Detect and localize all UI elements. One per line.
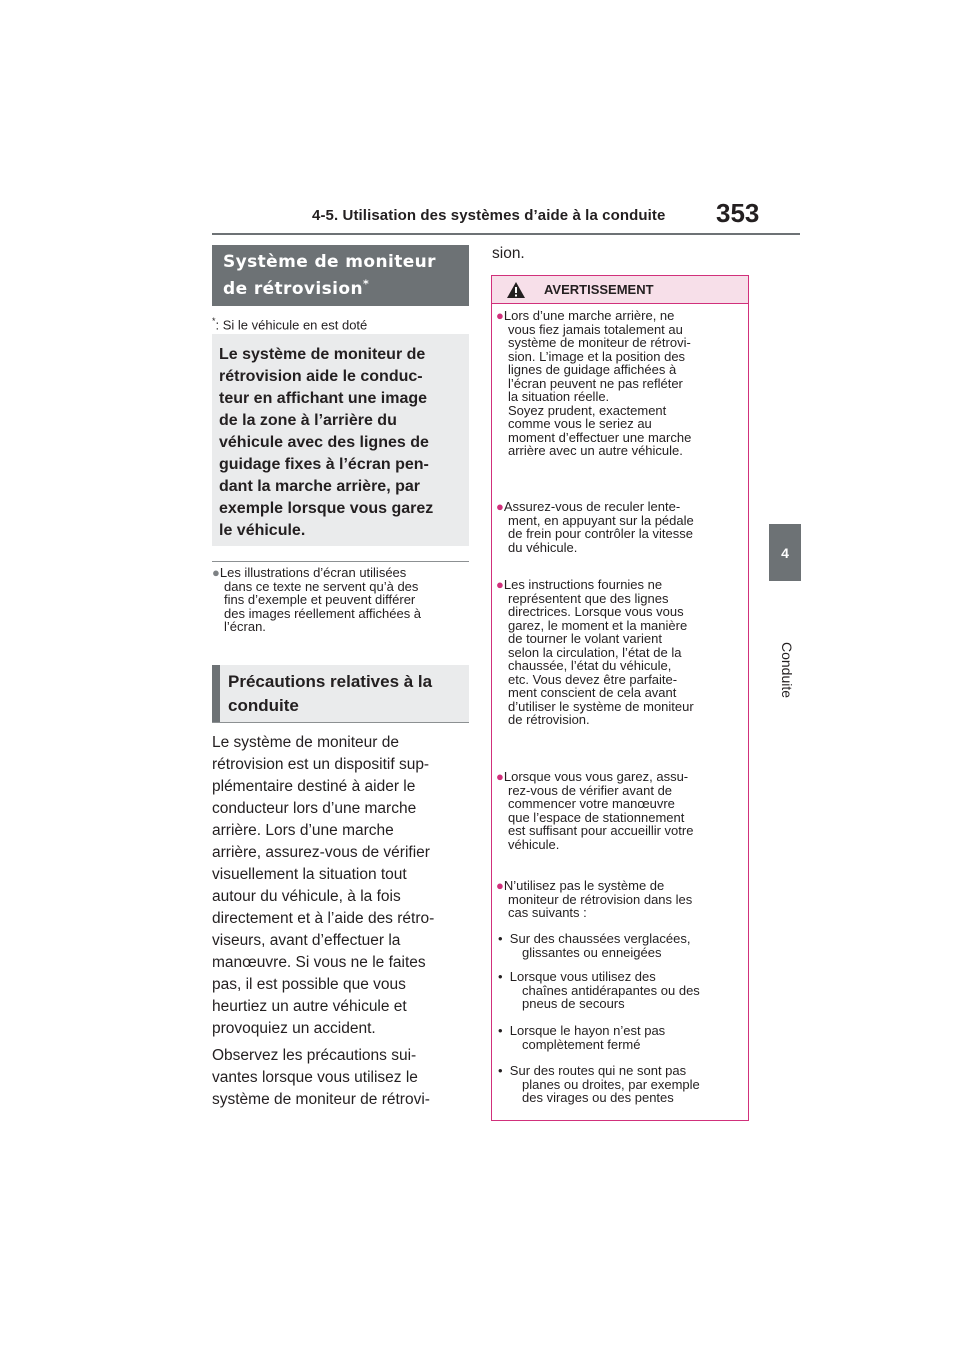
body-line: rétrovision est un dispositif sup-: [212, 756, 430, 773]
warning-bullet: ●: [496, 499, 504, 514]
body-line: autour du véhicule, à la fois: [212, 888, 401, 905]
body-line: Observez les précautions sui-: [212, 1047, 417, 1064]
running-header-section: 4-5. Utilisation des systèmes d’aide à la conduite: [312, 207, 666, 224]
body-line: heurtiez un autre véhicule et: [212, 998, 407, 1015]
section-heading-line1: Système de moniteur: [223, 252, 436, 272]
note-line: Les illustrations d’écran utilisées: [219, 565, 407, 580]
warning-bullet: ●: [496, 308, 504, 323]
sub-bullet: •: [498, 1063, 503, 1078]
body-line: Le système de moniteur de: [212, 734, 399, 751]
note-line: dans ce texte ne servent qu’à des: [224, 578, 419, 594]
body-line: directement et à l’aide des rétro-: [212, 910, 435, 927]
warning-sub-item: • Lorsque le hayon n’est pas complètement fermé: [498, 1023, 666, 1052]
section2-line1: Précautions relatives à la: [228, 672, 433, 691]
warning-item: ●Lors d’une marche arrière, ne vous fiez jamais totalement au système de moniteur de rétrovi- sion. L’image et la position des lignes de guidage affichées à l’écran peuvent ne pas refléter la situation réelle. Soyez prudent, exactement comme vous le seriez au moment d’effectuer une marche arrière avec un autre véhicule.: [496, 308, 692, 458]
intro-line: le véhicule.: [219, 522, 306, 539]
intro-line: dant la marche arrière, par: [219, 478, 420, 495]
sub-bullet: •: [498, 931, 503, 946]
note-screen-illustrations: [212, 566, 470, 634]
warning-sub-item: • Lorsque vous utilisez des chaînes antidérapantes ou des pneus de secours: [498, 969, 700, 1011]
intro-line: exemple lorsque vous garez: [219, 500, 434, 517]
warning-bullet: ●: [496, 769, 504, 784]
warning-sub-item: • Sur des routes qui ne sont pas planes ou droites, par exemple des virages ou des pentes: [498, 1063, 700, 1105]
note-line: l’écran.: [224, 619, 266, 634]
warning-bullet: ●: [496, 878, 504, 893]
warning-bullet: ●: [496, 577, 504, 592]
note-bullet: ●: [212, 565, 220, 580]
note-line: des images réellement affichées à: [224, 605, 422, 621]
sub-bullet: •: [498, 1023, 503, 1038]
warning-header: [492, 276, 748, 304]
warning-item: ●Assurez-vous de reculer lente- ment, en appuyant sur la pédale de frein pour contrôler la vitesse du véhicule.: [496, 499, 694, 555]
section-heading-rear-view-monitor: [212, 245, 469, 306]
section-heading-line2: de rétrovision: [223, 279, 363, 299]
body-line: conducteur lors d’une marche: [212, 800, 417, 817]
footnote-text: : Si le véhicule en est doté: [215, 317, 368, 333]
body-line: plémentaire destiné à aider le: [212, 778, 416, 795]
body-line: système de moniteur de rétrovi-: [212, 1091, 430, 1108]
intro-box: [212, 334, 469, 546]
section2-line2: conduite: [228, 696, 299, 715]
header-rule: [212, 233, 800, 235]
body-line: arrière. Lors d’une marche: [212, 822, 394, 839]
body-line: visuellement la situation tout: [212, 866, 407, 883]
body-line: vantes lorsque vous utilisez le: [212, 1069, 418, 1086]
body-text: [212, 732, 468, 1116]
chapter-tab-label: Conduite: [779, 641, 795, 699]
warning-title: AVERTISSEMENT: [544, 282, 654, 297]
body-line: viseurs, avant d’effectuer la: [212, 932, 401, 949]
body-line: pas, il est possible que vous: [212, 976, 406, 993]
intro-line: Le système de moniteur de: [219, 346, 426, 363]
intro-line: teur en affichant une image: [219, 390, 428, 407]
intro-rule: [212, 561, 469, 562]
intro-line: guidage fixes à l’écran pen-: [219, 456, 429, 473]
section2-rule: [212, 722, 469, 723]
section-heading-driving-precautions: [212, 665, 469, 723]
sub-bullet: •: [498, 969, 503, 984]
intro-line: de la zone à l’arrière du: [219, 412, 397, 429]
body-paragraph: [212, 1045, 468, 1111]
body-line: manœuvre. Si vous ne le faites: [212, 954, 426, 971]
body-continued: sion.: [492, 245, 525, 262]
body-paragraph: [212, 732, 468, 1040]
footnote: [212, 316, 367, 332]
footnote-mark: *: [212, 316, 216, 326]
warning-box: [491, 275, 749, 1121]
warning-item: ●Les instructions fournies ne représentent que des lignes directrices. Lorsque vous vous garez, le moment et la manière de tourner le volant varient selon la circulation, l’état de la chaussée, l’état du véhicule, etc. Vous devez être parfaite- ment conscient de cela avant d’utiliser le système de moniteur de rétrovision.: [496, 577, 694, 727]
warning-sub-item: • Sur des chaussées verglacées, glissantes ou enneigées: [498, 931, 691, 960]
note-line: fins d’exemple et peuvent différer: [224, 592, 416, 607]
warning-item: ●Lorsque vous vous garez, assu- rez-vous de vérifier avant de commencer votre manœuvre que l’espace de stationnement est suffisant pour accueillir votre véhicule.: [496, 769, 694, 852]
warning-triangle-icon: [506, 281, 526, 299]
body-line: arrière, assurez-vous de vérifier: [212, 844, 430, 861]
intro-line: véhicule avec des lignes de: [219, 434, 429, 451]
warning-item: ●N’utilisez pas le système de moniteur de rétrovision dans les cas suivants :: [496, 878, 693, 920]
chapter-tab: 4: [769, 524, 801, 581]
section-heading-asterisk: *: [362, 277, 370, 291]
intro-line: rétrovision aide le conduc-: [219, 368, 423, 385]
page-number: 353: [716, 198, 760, 228]
body-line: provoquiez un accident.: [212, 1020, 376, 1037]
